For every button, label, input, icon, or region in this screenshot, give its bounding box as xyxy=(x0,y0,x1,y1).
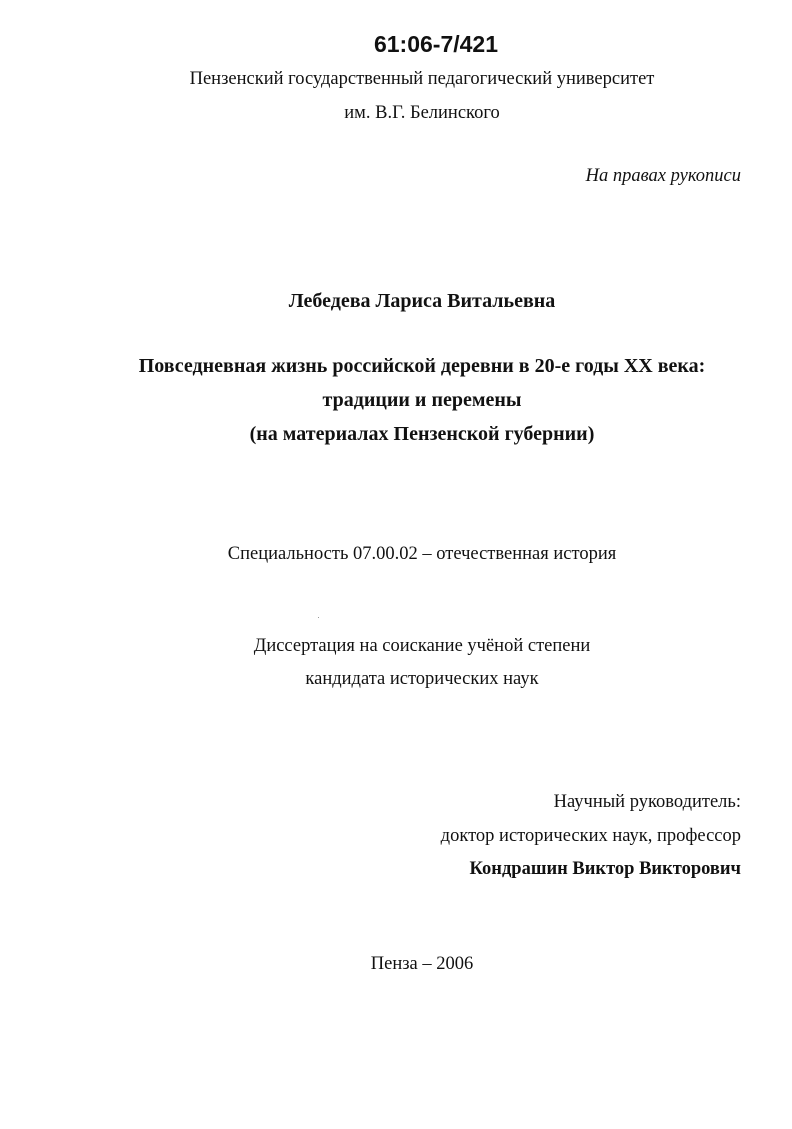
scan-speck xyxy=(318,617,319,618)
degree-line-1: Диссертация на соискание учёной степени xyxy=(253,636,591,656)
dissertation-title-line-2: традиции и перемены xyxy=(322,389,522,411)
university-name-suffix: им. В.Г. Белинского xyxy=(344,103,500,123)
university-name: Пензенский государственный педагогический университет xyxy=(189,69,655,89)
dissertation-title-line-3: (на материалах Пензенской губернии) xyxy=(249,423,595,445)
manuscript-note: На правах рукописи xyxy=(585,166,741,186)
dissertation-title-line-1: Повседневная жизнь российской деревни в 20-е годы XX века: xyxy=(138,355,706,377)
supervisor-title: доктор исторических наук, профессор xyxy=(440,826,741,846)
specialty: Специальность 07.00.02 – отечественная история xyxy=(227,544,617,564)
author-name: Лебедева Лариса Витальевна xyxy=(288,290,556,312)
archive-code: 61:06-7/421 xyxy=(373,31,499,57)
degree-line-2: кандидата исторических наук xyxy=(305,669,539,689)
city-year: Пенза – 2006 xyxy=(370,954,474,974)
supervisor-label: Научный руководитель: xyxy=(553,792,741,812)
supervisor-name: Кондрашин Виктор Викторович xyxy=(469,859,741,879)
